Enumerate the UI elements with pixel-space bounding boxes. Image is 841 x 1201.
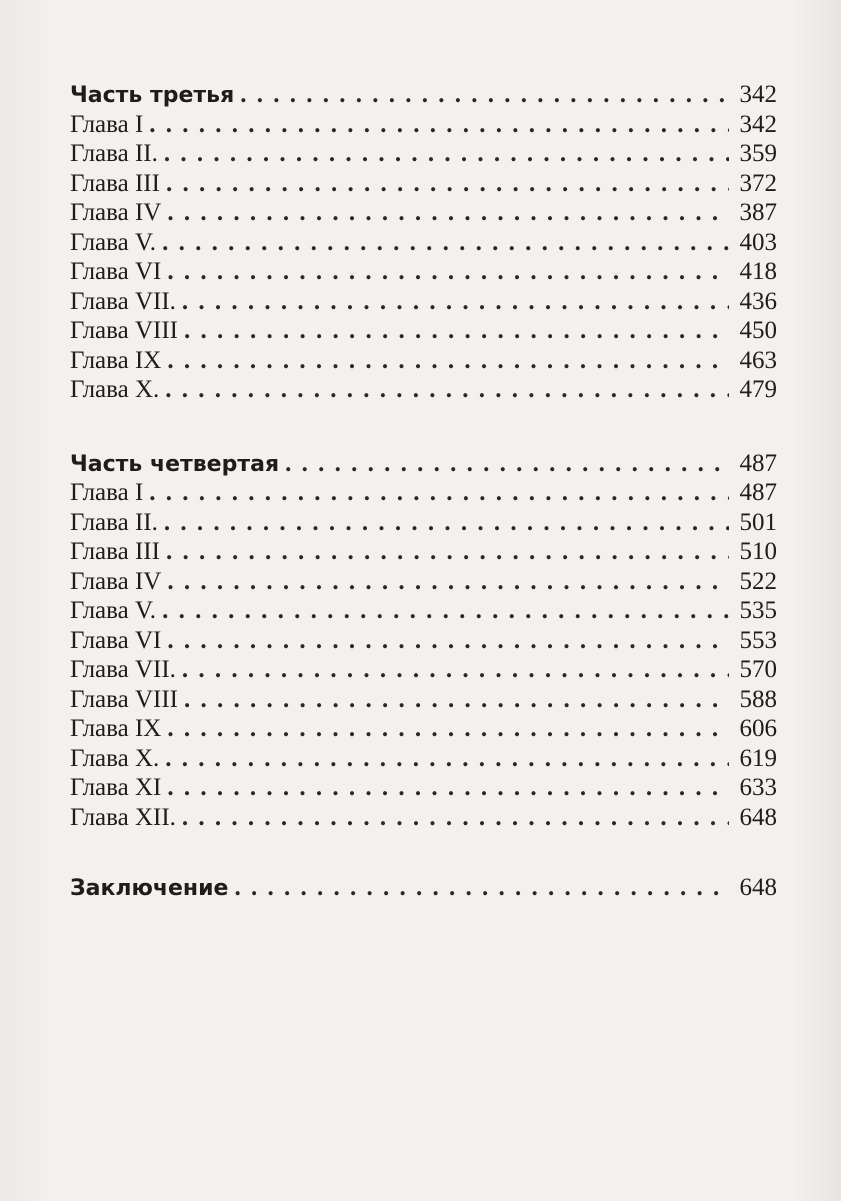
- toc-page-number: 418: [739, 258, 777, 285]
- toc-chapter-row: [70, 169, 777, 199]
- toc-chapter-label: Глава VI: [70, 258, 162, 285]
- toc-chapter-label: Глава VI: [70, 626, 162, 654]
- dot-leader: [164, 139, 729, 169]
- toc-part-label: Часть третья: [70, 83, 235, 108]
- toc-page-number: 463: [739, 346, 777, 374]
- toc-page-number: 633: [739, 774, 777, 801]
- toc-chapter-label: Глава X.: [70, 744, 160, 772]
- toc-chapter-label: Глава VIII: [70, 317, 178, 344]
- dot-leader: [162, 596, 729, 626]
- toc-page-number: 436: [739, 287, 777, 315]
- toc-chapter-row: [70, 803, 777, 833]
- toc-conclusion-label: Заключение: [70, 876, 229, 901]
- dot-leader: [165, 375, 729, 405]
- toc-chapter-label: Глава V.: [70, 597, 157, 624]
- toc-chapter-row: [70, 773, 777, 803]
- toc-chapter-label: Глава IX: [70, 715, 162, 742]
- table-of-contents: [70, 80, 777, 903]
- toc-chapter-row: [70, 685, 777, 715]
- toc-chapter-row: [70, 198, 777, 228]
- toc-page-number: 487: [739, 479, 777, 506]
- dot-leader: [167, 773, 729, 803]
- toc-page-number: 403: [739, 228, 777, 256]
- toc-chapter-row: [70, 228, 777, 258]
- toc-chapter-row: [70, 655, 777, 685]
- toc-chapter-row: [70, 567, 777, 597]
- dot-leader: [167, 198, 729, 228]
- dot-leader: [166, 169, 729, 199]
- toc-chapter-row: [70, 714, 777, 744]
- toc-chapter-label: Глава V.: [70, 228, 157, 256]
- dot-leader: [162, 228, 729, 258]
- toc-page-number: 342: [739, 110, 777, 138]
- toc-chapter-row: [70, 375, 777, 405]
- section-gap: [70, 405, 777, 449]
- toc-page-number: 588: [739, 685, 777, 713]
- dot-leader: [182, 655, 729, 685]
- toc-page-number: 372: [739, 169, 777, 197]
- toc-chapter-label: Глава IV: [70, 567, 162, 595]
- toc-chapter-label: Глава III: [70, 538, 160, 565]
- dot-leader: [285, 449, 729, 479]
- toc-chapter-label: Глава II.: [70, 508, 158, 536]
- toc-page-number: 450: [739, 317, 777, 344]
- toc-conclusion-row: [70, 873, 777, 903]
- toc-chapter-label: Глава IV: [70, 199, 162, 226]
- toc-page-number: 359: [739, 140, 777, 167]
- toc-chapter-row: [70, 316, 777, 346]
- toc-chapter-row: [70, 744, 777, 774]
- dot-leader: [167, 714, 729, 744]
- toc-chapter-row: [70, 537, 777, 567]
- toc-chapter-label: Глава XI: [70, 774, 162, 801]
- dot-leader: [167, 567, 729, 597]
- toc-page-number: 619: [739, 744, 777, 772]
- dot-leader: [234, 873, 729, 903]
- toc-chapter-row: [70, 287, 777, 317]
- toc-page-number: 342: [739, 81, 777, 108]
- dot-leader: [184, 316, 729, 346]
- dot-leader: [166, 537, 729, 567]
- toc-page-number: 510: [739, 538, 777, 565]
- toc-chapter-label: Глава III: [70, 169, 160, 197]
- dot-leader: [182, 803, 729, 833]
- toc-page-number: 648: [739, 803, 777, 831]
- toc-chapter-row: [70, 596, 777, 626]
- toc-chapter-label: Глава IX: [70, 346, 162, 374]
- toc-chapter-row: [70, 478, 777, 508]
- dot-leader: [149, 110, 729, 140]
- dot-leader: [164, 508, 729, 538]
- toc-chapter-label: Глава I: [70, 479, 144, 506]
- toc-page-number: 501: [739, 508, 777, 536]
- toc-page-number: 606: [739, 715, 777, 742]
- toc-page-number: 387: [739, 199, 777, 226]
- toc-page-number: 487: [739, 449, 777, 477]
- toc-chapter-row: [70, 346, 777, 376]
- section-gap: [70, 832, 777, 873]
- dot-leader: [167, 346, 729, 376]
- toc-chapter-label: Глава X.: [70, 376, 160, 403]
- toc-chapter-row: [70, 257, 777, 287]
- toc-chapter-row: [70, 508, 777, 538]
- toc-chapter-label: Глава II.: [70, 140, 158, 167]
- toc-chapter-label: Глава VIII: [70, 685, 178, 713]
- toc-chapter-label: Глава VII.: [70, 656, 176, 683]
- dot-leader: [165, 744, 729, 774]
- toc-chapter-row: [70, 110, 777, 140]
- toc-page-number: 479: [739, 376, 777, 403]
- dot-leader: [184, 685, 729, 715]
- toc-chapter-label: Глава XII.: [70, 803, 176, 831]
- toc-part-row: [70, 449, 777, 479]
- toc-chapter-label: Глава VII.: [70, 287, 176, 315]
- toc-page-number: 570: [739, 656, 777, 683]
- toc-page-number: 553: [739, 626, 777, 654]
- toc-part-row: [70, 80, 777, 110]
- dot-leader: [182, 287, 729, 317]
- dot-leader: [149, 478, 729, 508]
- toc-page-number: 535: [739, 597, 777, 624]
- dot-leader: [167, 257, 729, 287]
- toc-chapter-row: [70, 139, 777, 169]
- dot-leader: [240, 80, 729, 110]
- toc-part-label: Часть четвертая: [70, 451, 280, 477]
- dot-leader: [167, 626, 729, 656]
- toc-page-number: 522: [739, 567, 777, 595]
- toc-chapter-label: Глава I: [70, 110, 144, 138]
- toc-page-number: 648: [739, 874, 777, 901]
- toc-chapter-row: [70, 626, 777, 656]
